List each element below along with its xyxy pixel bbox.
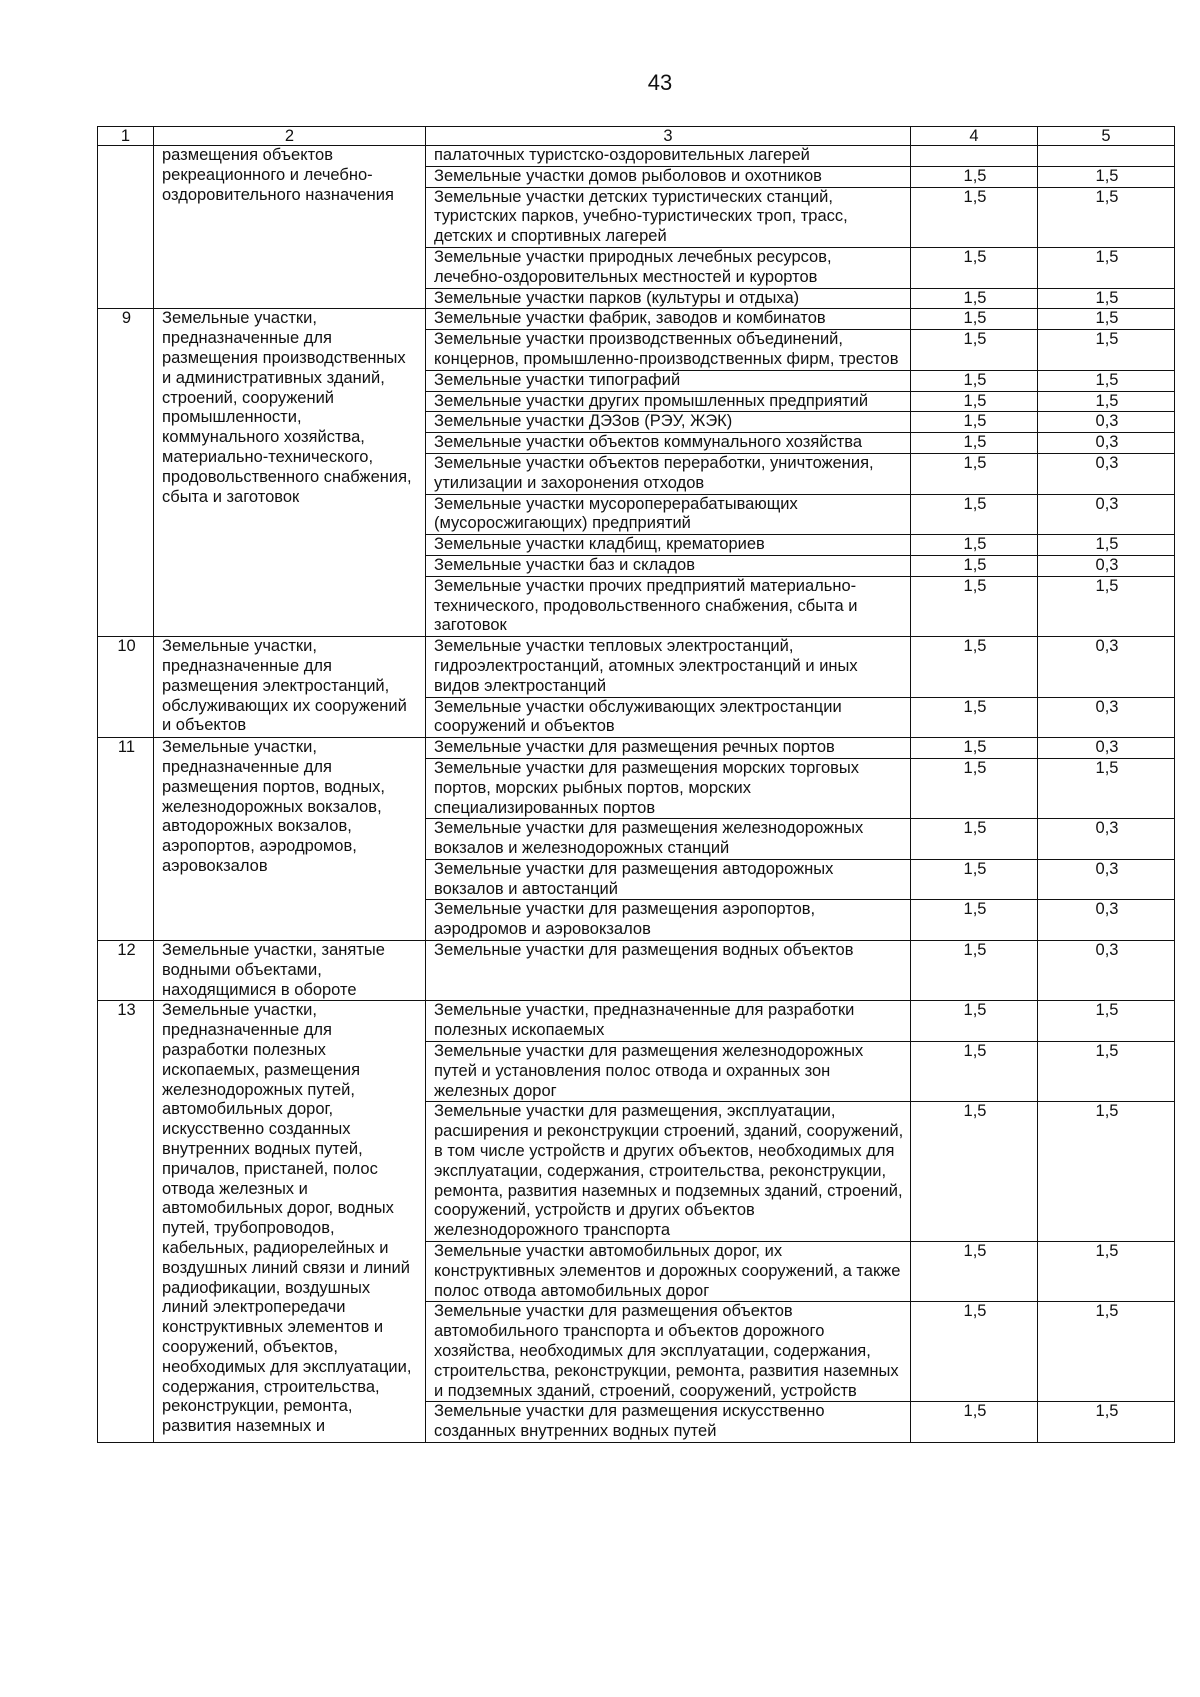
coefficient-col4: 1,5: [911, 637, 1038, 697]
land-use-description: Земельные участки детских туристических станций, туристских парков, учебно-туристических троп, трасс, детских и спортивных лагерей: [426, 187, 911, 247]
land-use-description: Земельные участки для размещения морских торговых портов, морских рыбных портов, морских специализированных портов: [426, 758, 911, 818]
coefficient-col4: 1,5: [911, 370, 1038, 391]
coefficient-col4: 1,5: [911, 412, 1038, 433]
group-number: 9: [98, 309, 154, 637]
land-use-description: Земельные участки для размещения искусственно созданных внутренних водных путей: [426, 1402, 911, 1443]
coefficient-col5: 1,5: [1038, 166, 1175, 187]
column-header-1: 1: [98, 127, 154, 146]
coefficient-col4: 1,5: [911, 309, 1038, 330]
table-row: [98, 309, 1175, 330]
group-category: Земельные участки, предназначенные для размещения портов, водных, железнодорожных вокзалов, автодорожных вокзалов, аэропортов, аэродромов, аэровокзалов: [154, 738, 426, 941]
coefficient-col5: 0,3: [1038, 819, 1175, 860]
coefficient-col5: 1,5: [1038, 1242, 1175, 1302]
group-number: [98, 146, 154, 309]
group-number: 10: [98, 637, 154, 738]
coefficient-col5: 1,5: [1038, 1001, 1175, 1042]
coefficient-col5: 0,3: [1038, 941, 1175, 1001]
coefficient-col4: 1,5: [911, 576, 1038, 636]
coefficient-col5: 0,3: [1038, 859, 1175, 900]
column-header-row: [98, 127, 1175, 146]
coefficient-col4: 1,5: [911, 535, 1038, 556]
coefficient-col5: 1,5: [1038, 1102, 1175, 1242]
group-category: Земельные участки, занятые водными объектами, находящимися в обороте: [154, 941, 426, 1001]
land-use-description: Земельные участки типографий: [426, 370, 911, 391]
table-row: [98, 637, 1175, 697]
coefficient-col5: 0,3: [1038, 433, 1175, 454]
table-row: [98, 941, 1175, 1001]
land-use-description: Земельные участки производственных объединений, концернов, промышленно-производственных фирм, трестов: [426, 330, 911, 371]
coefficient-col5: 0,3: [1038, 697, 1175, 738]
land-use-description: Земельные участки фабрик, заводов и комбинатов: [426, 309, 911, 330]
land-use-description: Земельные участки для размещения железнодорожных путей и установления полос отвода и охранных зон железных дорог: [426, 1042, 911, 1102]
coefficient-col5: 0,3: [1038, 555, 1175, 576]
coefficient-col4: 1,5: [911, 1042, 1038, 1102]
land-use-description: Земельные участки кладбищ, крематориев: [426, 535, 911, 556]
coefficient-col4: 1,5: [911, 494, 1038, 535]
coefficient-col4: 1,5: [911, 288, 1038, 309]
table-row: [98, 146, 1175, 167]
coefficient-col4: 1,5: [911, 1242, 1038, 1302]
coefficient-col4: 1,5: [911, 187, 1038, 247]
coefficient-col4: 1,5: [911, 819, 1038, 860]
column-header-2: 2: [154, 127, 426, 146]
group-category: Земельные участки, предназначенные для разработки полезных ископаемых, размещения железнодорожных путей, автомобильных дорог, искусственно созданных внутренних водных путей, причалов, пристаней, полос отвода железных и автомобильных дорог, водных путей, трубопроводов, кабельных, радиорелейных и воздушных линий связи и линий радиофикации, воздушных линий электропередачи конструктивных элементов и сооружений, объектов, необходимых для эксплуатации, содержания, строительства, реконструкции, ремонта, развития наземных и: [154, 1001, 426, 1443]
group-number: 13: [98, 1001, 154, 1443]
coefficient-col4: 1,5: [911, 1102, 1038, 1242]
coefficient-col5: 0,3: [1038, 412, 1175, 433]
coefficient-col5: 0,3: [1038, 494, 1175, 535]
coefficient-col4: 1,5: [911, 433, 1038, 454]
coefficient-col5: 1,5: [1038, 758, 1175, 818]
land-use-description: Земельные участки ДЭЗов (РЭУ, ЖЭК): [426, 412, 911, 433]
coefficient-col5: 1,5: [1038, 330, 1175, 371]
coefficient-col5: [1038, 146, 1175, 167]
coefficient-col4: 1,5: [911, 1302, 1038, 1402]
coefficient-col5: 1,5: [1038, 247, 1175, 288]
coefficient-col5: 0,3: [1038, 637, 1175, 697]
table-row: [98, 738, 1175, 759]
column-header-3: 3: [426, 127, 911, 146]
coefficient-col4: 1,5: [911, 758, 1038, 818]
table-row: [98, 1001, 1175, 1042]
land-use-description: Земельные участки для размещения водных объектов: [426, 941, 911, 1001]
land-use-description: Земельные участки обслуживающих электростанции сооружений и объектов: [426, 697, 911, 738]
land-use-description: Земельные участки для размещения аэропортов, аэродромов и аэровокзалов: [426, 900, 911, 941]
coefficient-col4: 1,5: [911, 247, 1038, 288]
coefficient-col5: 0,3: [1038, 900, 1175, 941]
coefficient-col4: 1,5: [911, 859, 1038, 900]
land-use-description: Земельные участки для размещения железнодорожных вокзалов и железнодорожных станций: [426, 819, 911, 860]
coefficient-col5: 1,5: [1038, 370, 1175, 391]
land-use-description: Земельные участки парков (культуры и отдыха): [426, 288, 911, 309]
coefficient-col5: 1,5: [1038, 1302, 1175, 1402]
coefficient-col5: 1,5: [1038, 576, 1175, 636]
land-use-description: Земельные участки природных лечебных ресурсов, лечебно-оздоровительных местностей и курортов: [426, 247, 911, 288]
group-category: Земельные участки, предназначенные для размещения электростанций, обслуживающих их сооружений и объектов: [154, 637, 426, 738]
land-use-description: Земельные участки мусороперерабатывающих (мусоросжигающих) предприятий: [426, 494, 911, 535]
column-header-4: 4: [911, 127, 1038, 146]
land-use-description: палаточных туристско-оздоровительных лагерей: [426, 146, 911, 167]
column-header-5: 5: [1038, 127, 1175, 146]
land-use-description: Земельные участки, предназначенные для разработки полезных ископаемых: [426, 1001, 911, 1042]
coefficient-col5: 1,5: [1038, 535, 1175, 556]
coefficient-col4: 1,5: [911, 900, 1038, 941]
coefficient-col4: 1,5: [911, 330, 1038, 371]
coefficient-col4: 1,5: [911, 1001, 1038, 1042]
coefficient-col4: 1,5: [911, 555, 1038, 576]
land-use-description: Земельные участки тепловых электростанций, гидроэлектростанций, атомных электростанций и иных видов электростанций: [426, 637, 911, 697]
land-use-description: Земельные участки домов рыболовов и охотников: [426, 166, 911, 187]
coefficient-col4: 1,5: [911, 453, 1038, 494]
land-use-description: Земельные участки для размещения речных портов: [426, 738, 911, 759]
coefficient-col5: 1,5: [1038, 1402, 1175, 1443]
coefficient-col5: 1,5: [1038, 187, 1175, 247]
land-use-description: Земельные участки автомобильных дорог, их конструктивных элементов и дорожных сооружений, а также полос отвода автомобильных дорог: [426, 1242, 911, 1302]
coefficient-col5: 0,3: [1038, 453, 1175, 494]
land-use-description: Земельные участки для размещения, эксплуатации, расширения и реконструкции строений, зданий, сооружений, в том числе устройств и других объектов, необходимых для эксплуатации, содержания, строительства, реконструкции, ремонта, развития наземных и подземных зданий, строений, сооружений, устройств и других объектов железнодорожного транспорта: [426, 1102, 911, 1242]
coefficient-col5: 0,3: [1038, 738, 1175, 759]
land-use-description: Земельные участки объектов переработки, уничтожения, утилизации и захоронения отходов: [426, 453, 911, 494]
land-use-table: [97, 126, 1175, 1443]
table-body: [98, 127, 1175, 1443]
group-category: размещения объектов рекреационного и лечебно-оздоровительного назначения: [154, 146, 426, 309]
coefficient-col4: 1,5: [911, 391, 1038, 412]
coefficient-col5: 1,5: [1038, 1042, 1175, 1102]
coefficient-col4: 1,5: [911, 941, 1038, 1001]
group-category: Земельные участки, предназначенные для размещения производственных и административных зданий, строений, сооружений промышленности, коммунального хозяйства, материально-технического, продовольственного снабжения, сбыта и заготовок: [154, 309, 426, 637]
land-use-description: Земельные участки других промышленных предприятий: [426, 391, 911, 412]
coefficient-col5: 1,5: [1038, 288, 1175, 309]
coefficient-col4: 1,5: [911, 166, 1038, 187]
land-use-description: Земельные участки для размещения автодорожных вокзалов и автостанций: [426, 859, 911, 900]
land-use-description: Земельные участки прочих предприятий материально-технического, продовольственного снабжения, сбыта и заготовок: [426, 576, 911, 636]
group-number: 12: [98, 941, 154, 1001]
coefficient-col5: 1,5: [1038, 309, 1175, 330]
coefficient-col4: 1,5: [911, 1402, 1038, 1443]
land-use-description: Земельные участки баз и складов: [426, 555, 911, 576]
coefficient-col4: 1,5: [911, 697, 1038, 738]
group-number: 11: [98, 738, 154, 941]
land-use-description: Земельные участки для размещения объектов автомобильного транспорта и объектов дорожного хозяйства, необходимых для эксплуатации, содержания, строительства, реконструкции, ремонта, развития наземных и подземных зданий, строений, сооружений, устройств: [426, 1302, 911, 1402]
land-use-description: Земельные участки объектов коммунального хозяйства: [426, 433, 911, 454]
page-number: 43: [647, 70, 673, 95]
coefficient-col4: [911, 146, 1038, 167]
coefficient-col5: 1,5: [1038, 391, 1175, 412]
coefficient-col4: 1,5: [911, 738, 1038, 759]
